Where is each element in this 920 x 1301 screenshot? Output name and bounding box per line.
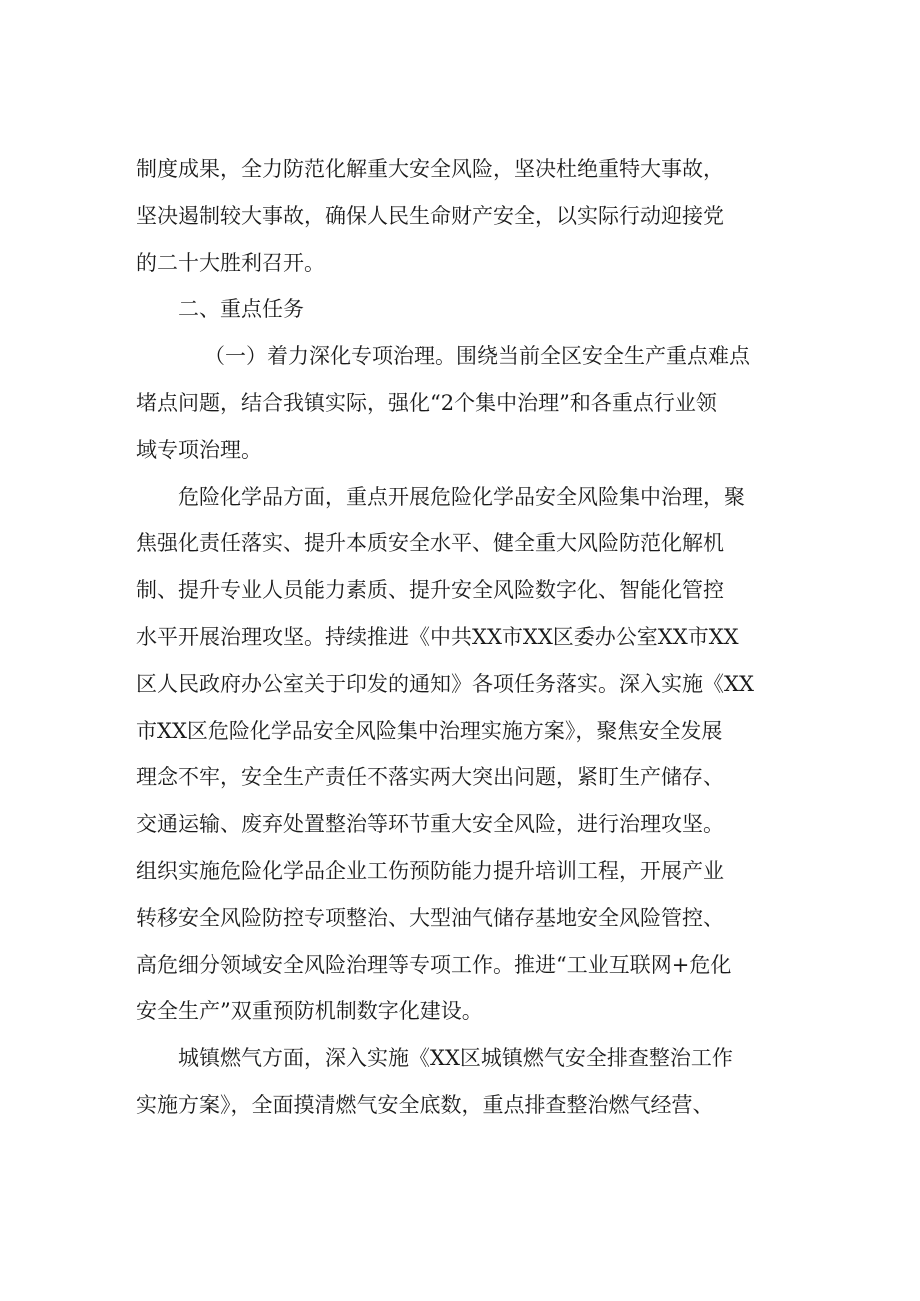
line-text: 区人民政府办公室关于印发的通知》各项任务落实。深入实施《XX xyxy=(136,671,754,696)
heading-text: 二、重点任务 xyxy=(178,297,304,322)
line-text: 危险化学品方面，重点开展危险化学品安全风险集中治理，聚 xyxy=(178,484,745,509)
text-line xyxy=(136,240,788,287)
line-text: 理念不牢，安全生产责任不落实两大突出问题，紧盯生产储存、 xyxy=(136,765,724,790)
text-line xyxy=(136,427,788,474)
paragraph-start-line xyxy=(136,1035,788,1082)
text-line xyxy=(136,942,788,989)
text-line xyxy=(136,146,788,193)
line-text: 高危细分领域安全风险治理等专项工作。推进“工业互联网+危化 xyxy=(136,952,732,977)
line-text: 制、提升专业人员能力素质、提升安全风险数字化、智能化管控 xyxy=(136,578,724,603)
text-line xyxy=(136,1082,788,1129)
text-line xyxy=(136,848,788,895)
line-text: （一）着力深化专项治理。围绕当前全区安全生产重点难点 xyxy=(204,344,750,369)
text-line xyxy=(136,754,788,801)
document-body xyxy=(136,146,788,1129)
line-text: 制度成果，全力防范化解重大安全风险，坚决杜绝重特大事故， xyxy=(136,157,724,181)
line-text: 实施方案》，全面摸清燃气安全底数，重点排查整治燃气经营、 xyxy=(136,1092,714,1117)
text-line xyxy=(136,614,788,661)
text-line xyxy=(136,708,788,755)
text-line xyxy=(136,988,788,1035)
section-heading xyxy=(136,286,788,333)
text-line xyxy=(136,520,788,567)
line-text: 焦强化责任落实、提升本质安全水平、健全重大风险防范化解机 xyxy=(136,531,724,556)
text-line xyxy=(136,380,788,427)
line-text: 市XX区危险化学品安全风险集中治理实施方案》，聚焦安全发展 xyxy=(136,718,723,743)
line-text: 堵点问题，结合我镇实际，强化“2个集中治理”和各重点行业领 xyxy=(136,390,717,415)
text-line xyxy=(136,895,788,942)
text-line xyxy=(136,801,788,848)
paragraph-start-line xyxy=(136,474,788,521)
text-line xyxy=(136,661,788,708)
text-line xyxy=(136,193,788,240)
line-text: 坚决遏制较大事故，确保人民生命财产安全，以实际行动迎接党 xyxy=(136,203,724,228)
line-text: 水平开展治理攻坚。持续推进《中共XX市XX区委办公室XX市XX xyxy=(136,624,739,649)
line-text: 转移安全风险防控专项整治、大型油气储存基地安全风险管控、 xyxy=(136,905,724,930)
line-text: 交通运输、废弃处置整治等环节重大安全风险，进行治理攻坚。 xyxy=(136,812,724,837)
text-line xyxy=(136,567,788,614)
subsection-heading-line xyxy=(136,333,788,380)
line-text: 的二十大胜利召开。 xyxy=(136,250,325,275)
line-text: 组织实施危险化学品企业工伤预防能力提升培训工程，开展产业 xyxy=(136,858,724,883)
line-text: 域专项治理。 xyxy=(136,437,262,462)
line-text: 城镇燃气方面，深入实施《XX区城镇燃气安全排查整治工作 xyxy=(178,1046,733,1071)
line-text: 安全生产”双重预防机制数字化建设。 xyxy=(136,999,483,1024)
